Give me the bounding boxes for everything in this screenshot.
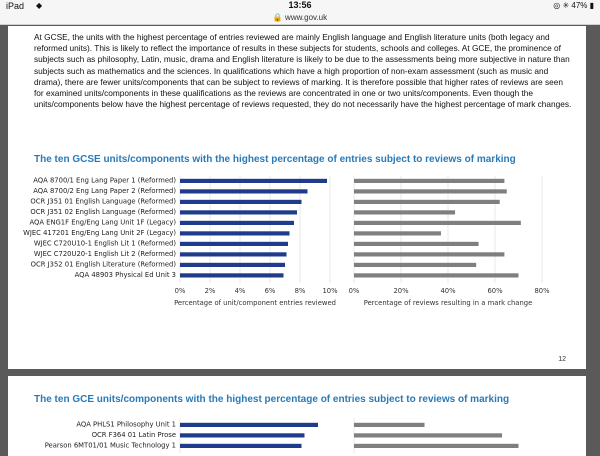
bar-mark-change — [354, 189, 507, 193]
gce-chart — [8, 418, 586, 456]
chart-title-gcse: The ten GCSE units/components with the highest percentage of entries subject to reviews of marking — [34, 154, 516, 165]
category-label: OCR F364 01 Latin Prose — [91, 431, 176, 439]
category-label: AQA 8700/1 Eng Lang Paper 1 (Reformed) — [33, 176, 176, 185]
url-text[interactable]: 🔒 www.gov.uk — [272, 13, 328, 22]
tick-label: 6% — [264, 287, 276, 295]
bar-entries-reviewed — [180, 189, 308, 193]
tick-label: 0% — [174, 287, 186, 295]
category-label: WJEC 417201 Eng/Eng Lang Unit 2F (Legacy) — [23, 229, 176, 237]
document-page — [8, 26, 586, 369]
page-number: 12 — [558, 356, 566, 363]
category-label: WJEC C720U20-1 English Lit 2 (Reformed) — [33, 250, 176, 258]
document-page-next — [8, 376, 586, 456]
bar-entries-reviewed — [180, 423, 318, 427]
bar-mark-change — [354, 444, 519, 448]
bar-mark-change — [354, 423, 425, 427]
status-bar — [0, 0, 600, 13]
tick-label: 20% — [393, 287, 409, 295]
category-label: WJEC C720U10-1 English Lit 1 (Reformed) — [33, 239, 176, 248]
category-label: OCR J351 01 English Language (Reformed) — [30, 197, 176, 206]
clock: 13:56 — [288, 0, 312, 10]
body-paragraph: At GCSE, the units with the highest percentage of entries reviewed are mainly English language and English literature units (both legacy and reformed units). This is likely to reflect the importance of results in these subjects for students, schools and colleges. At GCE, the prominence of subjects such as philosophy, Latin, music, drama and English literature is likely to be due to the assessments being more subjective in nature than subjects such as mathematics and the sciences. In qualifications which have a high proportion of non-exam assessment (such as music and drama), there are fewer units/components that can be subject to reviews of marking. It is therefore possible that higher rates of reviews are seen for examined units/components in these qualifications as the reviews are concentrated in one or two units/components. Even though the units/components below have the highest percentage of reviews requested, they do not necessarily have the highest percentage of mark changes. — [34, 32, 572, 110]
category-label: Pearson 6MT01/01 Music Technology 1 — [44, 441, 176, 450]
tick-label: 0% — [348, 287, 360, 295]
category-label: OCR J351 02 English Language (Reformed) — [30, 208, 176, 216]
bar-entries-reviewed — [180, 273, 284, 277]
category-label: AQA ENG1F Eng/Eng Lang Unit 1F (Legacy) — [29, 218, 176, 227]
bar-entries-reviewed — [180, 263, 285, 267]
gcse-chart — [8, 174, 586, 307]
category-label: AQA 48903 Physical Ed Unit 3 — [74, 271, 176, 279]
battery-indicator: ◎ ✳ 47% ▮ — [553, 1, 594, 10]
axis-label: Percentage of unit/component entries reviewed — [174, 299, 336, 307]
tick-label: 40% — [440, 287, 456, 295]
tick-label: 4% — [234, 287, 246, 295]
bar-mark-change — [354, 210, 455, 214]
bar-mark-change — [354, 179, 504, 183]
address-bar[interactable] — [0, 13, 600, 25]
device-name: iPad — [6, 1, 25, 11]
bar-entries-reviewed — [180, 242, 288, 246]
category-label: OCR J352 01 English Literature (Reformed) — [30, 260, 176, 269]
bar-mark-change — [354, 273, 519, 277]
tick-label: 2% — [204, 287, 216, 295]
tick-label: 80% — [534, 287, 550, 295]
tick-label: 60% — [487, 287, 503, 295]
bar-entries-reviewed — [180, 444, 302, 448]
category-label: AQA 8700/2 Eng Lang Paper 2 (Reformed) — [33, 187, 176, 195]
bar-entries-reviewed — [180, 210, 297, 214]
bar-entries-reviewed — [180, 433, 305, 437]
bar-entries-reviewed — [180, 252, 287, 256]
tick-label: 8% — [294, 287, 306, 295]
category-label: AQA PHLS1 Philosophy Unit 1 — [76, 420, 176, 429]
bar-mark-change — [354, 252, 504, 256]
bar-entries-reviewed — [180, 179, 327, 183]
bar-mark-change — [354, 221, 521, 225]
bar-entries-reviewed — [180, 231, 290, 235]
bar-mark-change — [354, 231, 441, 235]
axis-label: Percentage of reviews resulting in a mark change — [363, 299, 533, 307]
tick-label: 10% — [322, 287, 338, 295]
bar-mark-change — [354, 433, 502, 437]
bar-mark-change — [354, 263, 476, 267]
bar-mark-change — [354, 200, 500, 204]
bar-entries-reviewed — [180, 200, 302, 204]
bar-mark-change — [354, 242, 479, 246]
chart-title-gce: The ten GCE units/components with the highest percentage of entries subject to reviews of marking — [34, 394, 510, 405]
bar-entries-reviewed — [180, 221, 294, 225]
wifi-icon: ◆ — [36, 1, 43, 10]
